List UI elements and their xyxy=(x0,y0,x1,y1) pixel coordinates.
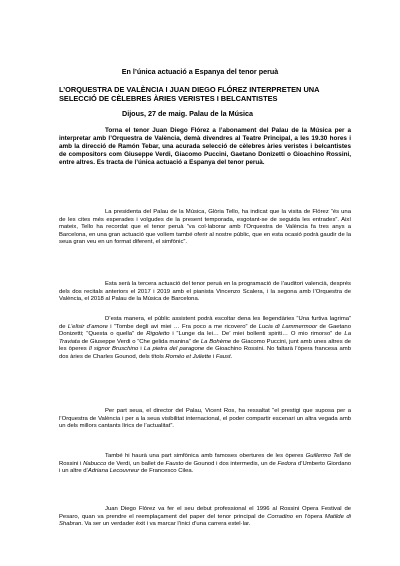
work-title: L’elisir d’amore xyxy=(67,323,108,330)
paragraph-repertoire xyxy=(59,316,351,361)
text-run: de Giacomo Puccini, junt amb unes altres de les òperes xyxy=(59,338,351,352)
work-title: La pietra del paragone xyxy=(143,346,205,352)
text-run: en l’òpera xyxy=(293,513,325,520)
paragraph-debut xyxy=(59,506,351,529)
work-title: La Traviata xyxy=(59,331,351,345)
paragraph-director-quote: Per part seua, el director del Palau, Vicent Ros, ha ressaltat “el prestigi que suposa per a l’Orquestra de València i per a la seua visibilitat internacional, el poder compartir escenari un altra vegada amb un dels millors cantants lírics de l’actualitat”. xyxy=(59,408,351,429)
work-title: Roméo et Juliette xyxy=(165,353,212,360)
text-run: de Francesco Cilea. xyxy=(139,468,194,474)
text-run: . Va ser un verdader èxit i va marcar l’inici d’una carrera estel·lar. xyxy=(81,521,251,527)
work-title: Fedora xyxy=(277,460,297,467)
paragraph-president-quote: La presidenta del Palau de la Música, Glòria Tello, ha indicat que la visita de Flórez “és una de les cites més esperades i volgudes de la present temporada, esgotant-se de seguida les entrades”. Així mateix, Tello ha recordat que el tenor peruà “va col·laborar amb l’Orquestra de València fa tres anys a Barcelona, en una gran actuació que volíem també oferir al nostre públic, que en esta ocasió podrà gaudir de la seua gran veu en un format diferent, el simfònic”. xyxy=(59,209,351,245)
work-title: Faust xyxy=(215,353,231,360)
text-run: de Giuseppe Verdi o “Che gelida manina” de xyxy=(79,338,201,345)
work-title: Fausto xyxy=(165,460,184,467)
text-run: També hi haurà una part simfònica amb famoses obertures de les òperes xyxy=(105,453,306,459)
headline: L’ORQUESTRA DE VALÈNCIA I JUAN DIEGO FLÓREZ INTERPRETEN UNA SELECCIÓ DE CÈLEBRES ÀRIES VERISTES I BELCANTISTES xyxy=(59,85,320,103)
lead-paragraph: Torna el tenor Juan Diego Flórez a l’abonament del Palau de la Música per a interpretar amb l’Orquestra de València, demà divendres al Teatre Principal, a les 19.30 hores i amb la direcció de Ramón Tebar, una acurada selecció de cèlebres àries veristes i belcantistes de compositors com Giuseppe Verdi, Giacomo Puccini, Gaetano Donizetti o Gioachino Rossini, entre altres. Es tracta de l’única actuació a Espanya del tenor peruà. xyxy=(59,127,351,167)
text-run: D’esta manera, el públic assistent podrà escoltar dena les llegendàries “Una furtiva lagrima” de xyxy=(59,316,351,330)
paragraph-symphonic-part xyxy=(59,453,351,476)
work-title: Rigoletto xyxy=(146,331,170,337)
text-run: de Gaetano Donizetti; “Questa o quella” de xyxy=(59,323,351,337)
work-title: Corradino xyxy=(267,513,294,520)
work-title: La Bohème xyxy=(200,338,232,345)
document-title: En l’única actuació a Espanya del tenor peruà xyxy=(121,67,279,76)
text-run: de Verdi, un ballet de xyxy=(106,460,166,467)
text-run: d’Umberto Giordano i un altre d’ xyxy=(59,460,352,474)
text-run: i xyxy=(138,346,144,352)
work-title: Guillermo Tell xyxy=(305,453,343,459)
text-run: Juan Diego Flórez va fer el seu debut professional el 1996 al Rossini Opera Festival de Pesaro, quan va prendre el reemplaçament del paper del tenor principal de xyxy=(59,506,351,520)
work-title: Il signor Bruschino xyxy=(88,346,139,352)
text-run: . xyxy=(230,353,233,360)
text-run: i “Lunge da lei… De’ miei bollenti spiriti… O mio rimorso” de xyxy=(169,331,345,337)
text-run: de Gioachino Rossini. No faltarà l’òpera francesa amb dos àries de Charles Gounod, dels títols xyxy=(59,346,351,360)
work-title: Matilde di Shabran xyxy=(59,513,351,527)
work-title: Adriana Lecouvreur xyxy=(87,468,140,474)
paragraph-third-performance: Esta serà la tercera actuació del tenor peruà en la programació de l’auditori valencià, després dels dos recitals anteriors el 2017 i 2019 amb el pianista Vincenzo Scalera, i la segona amb l’Orquestra de València, el 2018 al Palau de la Música de Barcelona. xyxy=(59,281,351,302)
work-title: Lucia di Lammermoor xyxy=(258,323,318,330)
work-title: Nabucco xyxy=(83,460,107,467)
text-run: i xyxy=(211,353,216,360)
text-run: i “Tombe degli avi miei … Fra poco a me ricovero” de xyxy=(107,323,259,330)
dateline: Dijous, 27 de maig. Palau de la Música xyxy=(122,109,254,118)
text-run: de Gounod i dos intermedis, un de xyxy=(183,460,278,467)
text-run: de Rossini i xyxy=(59,453,351,467)
